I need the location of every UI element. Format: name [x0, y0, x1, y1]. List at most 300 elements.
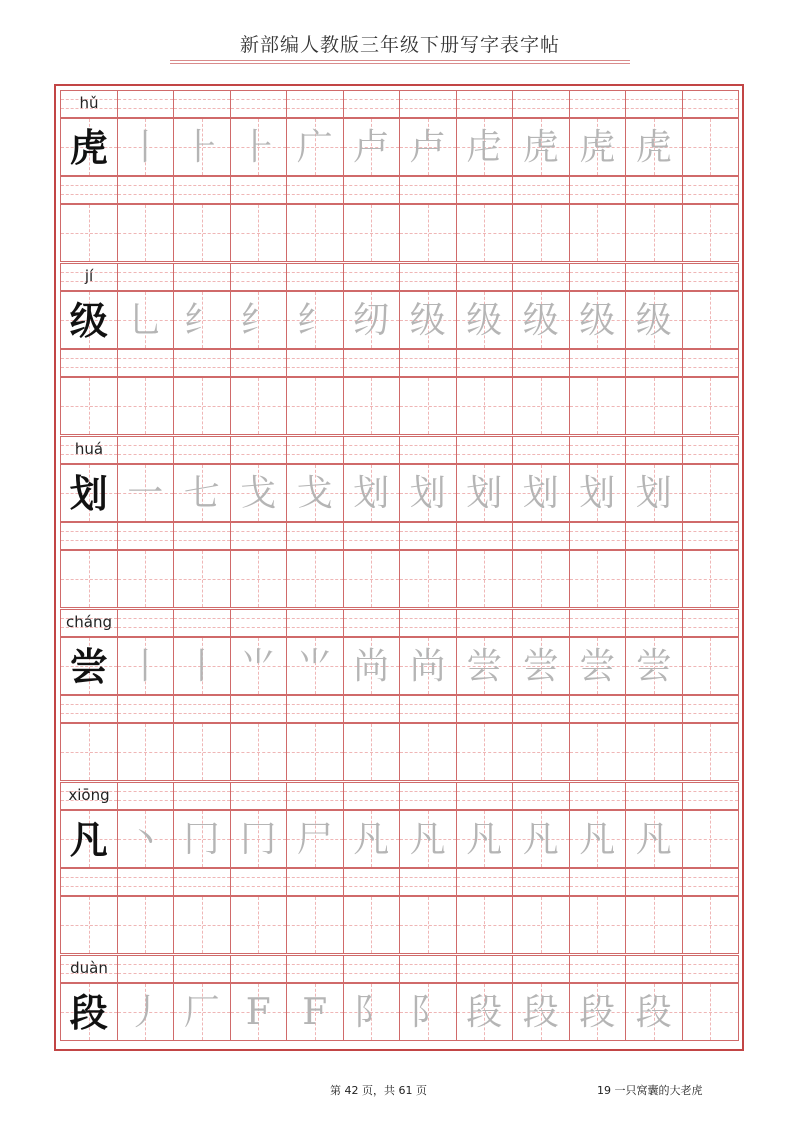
stroke-step-glyph — [683, 119, 739, 175]
character-row — [60, 983, 738, 1041]
stroke-step-cell — [512, 983, 570, 1041]
stroke-step-cell — [117, 291, 175, 349]
blank-practice-cell[interactable] — [625, 377, 683, 435]
spacer-cell — [343, 176, 401, 204]
pinyin-cell — [456, 90, 514, 118]
blank-practice-cell[interactable] — [512, 204, 570, 262]
page-title: 新部编人教版三年级下册写字表字帖 — [239, 34, 560, 56]
pinyin-cell — [512, 90, 570, 118]
pinyin-cell — [399, 90, 457, 118]
blank-practice-cell[interactable] — [682, 723, 740, 781]
spacer-cell — [117, 695, 175, 723]
blank-practice-cell[interactable] — [343, 896, 401, 954]
spacer-cell — [456, 176, 514, 204]
blank-practice-cell[interactable] — [625, 723, 683, 781]
pinyin-cell — [173, 782, 231, 810]
stroke-step-glyph: ⺌ — [296, 646, 333, 687]
pinyin-label: duàn — [70, 959, 108, 977]
spacer-cell — [117, 349, 175, 377]
pinyin-row — [60, 263, 738, 291]
spacer-row — [60, 868, 738, 896]
character-row — [60, 810, 738, 868]
spacer-cell — [512, 868, 570, 896]
character-row — [60, 118, 738, 176]
pinyin-cell — [343, 955, 401, 983]
blank-practice-cell[interactable] — [173, 550, 231, 608]
stroke-step-cell — [569, 464, 627, 522]
pinyin-cell — [569, 609, 627, 637]
stroke-step-glyph: 尝 — [635, 646, 672, 687]
stroke-step-cell — [117, 637, 175, 695]
pinyin-label: jí — [84, 267, 94, 285]
stroke-step-cell — [456, 118, 514, 176]
pinyin-row — [60, 436, 738, 464]
stroke-step-cell — [173, 464, 231, 522]
pinyin-cell — [682, 436, 740, 464]
pinyin-cell — [343, 436, 401, 464]
stroke-step-cell — [625, 118, 683, 176]
stroke-step-glyph: 广 — [296, 127, 333, 168]
blank-practice-cell[interactable] — [512, 723, 570, 781]
blank-practice-cell[interactable] — [512, 896, 570, 954]
stroke-step-glyph: 丿 — [127, 992, 164, 1033]
blank-practice-cell[interactable] — [60, 723, 118, 781]
blank-practice-cell[interactable] — [343, 550, 401, 608]
blank-practice-cell[interactable] — [399, 896, 457, 954]
blank-practice-cell[interactable] — [117, 723, 175, 781]
blank-practice-cell[interactable] — [456, 723, 514, 781]
pinyin-cell — [456, 263, 514, 291]
stroke-step-cell — [625, 291, 683, 349]
spacer-cell — [682, 868, 740, 896]
stroke-step-glyph: 纟 — [240, 300, 277, 341]
spacer-cell — [682, 176, 740, 204]
pinyin-cell — [286, 90, 344, 118]
stroke-step-cell — [399, 464, 457, 522]
pinyin-cell — [230, 955, 288, 983]
blank-practice-cell[interactable] — [286, 896, 344, 954]
spacer-cell — [343, 868, 401, 896]
spacer-cell — [286, 695, 344, 723]
pinyin-cell — [682, 782, 740, 810]
spacer-cell — [230, 868, 288, 896]
spacer-cell — [456, 695, 514, 723]
pinyin-cell — [399, 609, 457, 637]
stroke-step-cell — [569, 637, 627, 695]
character-block — [60, 263, 738, 436]
spacer-cell — [399, 695, 457, 723]
character-row — [60, 464, 738, 522]
blank-practice-cell[interactable] — [60, 896, 118, 954]
pinyin-cell — [230, 436, 288, 464]
blank-practice-cell[interactable] — [173, 723, 231, 781]
spacer-cell — [399, 868, 457, 896]
spacer-cell — [286, 522, 344, 550]
stroke-step-cell — [117, 464, 175, 522]
stroke-step-cell — [512, 291, 570, 349]
pinyin-cell — [173, 609, 231, 637]
stroke-step-cell — [286, 983, 344, 1041]
stroke-step-cell — [682, 637, 740, 695]
stroke-step-cell — [682, 291, 740, 349]
pinyin-cell — [625, 609, 683, 637]
stroke-step-cell — [117, 983, 175, 1041]
pinyin-cell — [512, 609, 570, 637]
stroke-step-glyph: 级 — [409, 300, 446, 341]
stroke-step-glyph — [683, 638, 739, 694]
stroke-step-glyph: 划 — [579, 473, 616, 514]
page-number: 第 42 页，共 61 页 — [330, 1084, 427, 1097]
pinyin-label: hǔ — [79, 94, 99, 112]
blank-practice-cell[interactable] — [343, 377, 401, 435]
pinyin-cell — [230, 782, 288, 810]
stroke-step-cell — [625, 810, 683, 868]
stroke-step-cell — [456, 637, 514, 695]
blank-practice-cell[interactable] — [569, 204, 627, 262]
stroke-step-glyph: 尝 — [466, 646, 503, 687]
pinyin-label: cháng — [66, 613, 112, 631]
blank-practice-cell[interactable] — [286, 550, 344, 608]
spacer-cell — [569, 349, 627, 377]
blank-practice-row — [60, 550, 738, 608]
blank-practice-cell[interactable] — [456, 377, 514, 435]
pinyin-cell — [117, 90, 175, 118]
spacer-cell — [117, 522, 175, 550]
pinyin-label: huá — [74, 440, 104, 458]
model-character: 尝 — [69, 644, 108, 689]
character-block — [60, 955, 738, 1128]
stroke-step-cell — [173, 118, 231, 176]
stroke-step-glyph: 卢 — [409, 127, 446, 168]
blank-practice-cell[interactable] — [682, 550, 740, 608]
model-character: 凡 — [69, 817, 108, 862]
blank-practice-cell[interactable] — [399, 204, 457, 262]
model-character: 虎 — [69, 125, 108, 170]
stroke-step-cell — [456, 464, 514, 522]
pinyin-cell — [343, 609, 401, 637]
model-character-cell — [60, 291, 118, 349]
pinyin-cell — [173, 955, 231, 983]
stroke-step-glyph — [683, 465, 739, 521]
stroke-step-cell — [286, 464, 344, 522]
blank-practice-cell[interactable] — [117, 550, 175, 608]
blank-practice-cell[interactable] — [399, 723, 457, 781]
spacer-cell — [230, 176, 288, 204]
blank-practice-cell[interactable] — [230, 723, 288, 781]
blank-practice-cell[interactable] — [456, 550, 514, 608]
stroke-step-glyph: 划 — [409, 473, 446, 514]
spacer-cell — [60, 349, 118, 377]
blank-practice-cell[interactable] — [117, 204, 175, 262]
pinyin-cell — [286, 436, 344, 464]
pinyin-cell — [682, 263, 740, 291]
stroke-step-cell — [343, 983, 401, 1041]
blank-practice-cell[interactable] — [399, 550, 457, 608]
spacer-cell — [173, 695, 231, 723]
pinyin-cell — [569, 90, 627, 118]
stroke-step-glyph — [683, 984, 739, 1040]
blank-practice-cell[interactable] — [682, 377, 740, 435]
spacer-row — [60, 176, 738, 204]
model-character: 段 — [69, 990, 108, 1035]
stroke-step-glyph: 尝 — [522, 646, 559, 687]
stroke-step-cell — [456, 291, 514, 349]
blank-practice-cell[interactable] — [569, 896, 627, 954]
stroke-step-glyph: 段 — [522, 992, 559, 1033]
pinyin-cell — [512, 782, 570, 810]
stroke-step-cell — [117, 118, 175, 176]
blank-practice-cell[interactable] — [230, 550, 288, 608]
blank-practice-cell[interactable] — [456, 204, 514, 262]
stroke-step-cell — [399, 983, 457, 1041]
stroke-step-glyph — [683, 292, 739, 348]
stroke-step-glyph: 划 — [635, 473, 672, 514]
stroke-step-glyph: 厂 — [183, 992, 220, 1033]
model-character: 级 — [69, 298, 108, 343]
spacer-cell — [625, 695, 683, 723]
spacer-cell — [625, 522, 683, 550]
pinyin-cell — [286, 609, 344, 637]
spacer-cell — [343, 349, 401, 377]
stroke-step-cell — [230, 983, 288, 1041]
blank-practice-cell[interactable] — [343, 204, 401, 262]
spacer-row — [60, 349, 738, 377]
pinyin-cell — [173, 90, 231, 118]
stroke-step-cell — [682, 810, 740, 868]
spacer-cell — [286, 176, 344, 204]
pinyin-cell — [569, 436, 627, 464]
pinyin-cell — [343, 782, 401, 810]
blank-practice-cell[interactable] — [682, 896, 740, 954]
stroke-step-glyph: 尚 — [353, 646, 390, 687]
stroke-step-cell — [569, 118, 627, 176]
stroke-step-cell — [230, 810, 288, 868]
blank-practice-cell[interactable] — [60, 204, 118, 262]
pinyin-cell — [512, 955, 570, 983]
stroke-step-glyph — [683, 811, 739, 867]
spacer-cell — [343, 522, 401, 550]
spacer-cell — [682, 522, 740, 550]
model-character: 划 — [69, 471, 108, 516]
title-rule — [170, 60, 630, 61]
blank-practice-row — [60, 896, 738, 954]
stroke-step-glyph: 级 — [522, 300, 559, 341]
spacer-cell — [343, 695, 401, 723]
stroke-step-glyph: 尸 — [296, 819, 333, 860]
blank-practice-cell[interactable] — [456, 896, 514, 954]
spacer-cell — [60, 522, 118, 550]
blank-practice-cell[interactable] — [569, 550, 627, 608]
stroke-step-glyph: ⺊ — [240, 127, 277, 168]
spacer-cell — [569, 176, 627, 204]
blank-practice-cell[interactable] — [117, 896, 175, 954]
stroke-step-cell — [343, 637, 401, 695]
practice-grid — [60, 90, 738, 1045]
stroke-step-glyph: 乚 — [127, 300, 164, 341]
blank-practice-cell[interactable] — [512, 550, 570, 608]
model-character-cell — [60, 464, 118, 522]
stroke-step-cell — [682, 464, 740, 522]
stroke-step-cell — [512, 464, 570, 522]
pinyin-row — [60, 782, 738, 810]
blank-practice-cell[interactable] — [569, 377, 627, 435]
stroke-step-glyph: 凡 — [579, 819, 616, 860]
stroke-step-glyph: 一 — [127, 473, 164, 514]
blank-practice-cell[interactable] — [230, 896, 288, 954]
character-row — [60, 291, 738, 349]
stroke-step-glyph: 冂 — [183, 819, 220, 860]
spacer-cell — [625, 349, 683, 377]
spacer-row — [60, 695, 738, 723]
pinyin-cell — [230, 263, 288, 291]
stroke-step-glyph: ⺌ — [240, 646, 277, 687]
pinyin-cell — [117, 609, 175, 637]
blank-practice-cell[interactable] — [625, 204, 683, 262]
blank-practice-cell[interactable] — [399, 377, 457, 435]
pinyin-cell — [456, 782, 514, 810]
stroke-step-glyph: 丶 — [127, 819, 164, 860]
blank-practice-cell[interactable] — [625, 550, 683, 608]
pinyin-cell — [456, 955, 514, 983]
blank-practice-row — [60, 204, 738, 262]
blank-practice-cell[interactable] — [117, 377, 175, 435]
stroke-step-cell — [343, 464, 401, 522]
blank-practice-row — [60, 377, 738, 435]
spacer-cell — [60, 695, 118, 723]
spacer-cell — [682, 349, 740, 377]
stroke-step-glyph: 段 — [635, 992, 672, 1033]
stroke-step-glyph: 阝 — [409, 992, 446, 1033]
blank-practice-cell[interactable] — [625, 896, 683, 954]
blank-practice-cell[interactable] — [286, 377, 344, 435]
stroke-step-glyph: F — [245, 992, 271, 1033]
pinyin-cell — [399, 782, 457, 810]
pinyin-cell — [569, 955, 627, 983]
blank-practice-cell[interactable] — [343, 723, 401, 781]
stroke-step-cell — [682, 118, 740, 176]
pinyin-cell — [286, 955, 344, 983]
title-rule — [170, 63, 630, 64]
stroke-step-cell — [117, 810, 175, 868]
spacer-cell — [512, 695, 570, 723]
spacer-cell — [456, 868, 514, 896]
pinyin-cell — [682, 955, 740, 983]
blank-practice-cell[interactable] — [230, 377, 288, 435]
spacer-cell — [60, 868, 118, 896]
spacer-cell — [512, 176, 570, 204]
stroke-step-cell — [173, 637, 231, 695]
stroke-step-cell — [173, 983, 231, 1041]
stroke-step-cell — [230, 464, 288, 522]
lesson-title: 19 一只窝囊的大老虎 — [597, 1084, 703, 1097]
spacer-cell — [230, 349, 288, 377]
pinyin-cell — [343, 90, 401, 118]
pinyin-cell — [343, 263, 401, 291]
pinyin-cell — [625, 263, 683, 291]
stroke-step-cell — [569, 810, 627, 868]
stroke-step-glyph: 冂 — [240, 819, 277, 860]
pinyin-cell — [399, 263, 457, 291]
blank-practice-cell[interactable] — [60, 377, 118, 435]
blank-practice-cell[interactable] — [569, 723, 627, 781]
spacer-cell — [399, 522, 457, 550]
pinyin-cell — [117, 782, 175, 810]
stroke-step-glyph: 凡 — [466, 819, 503, 860]
model-character-cell — [60, 118, 118, 176]
blank-practice-cell[interactable] — [286, 204, 344, 262]
pinyin-row — [60, 955, 738, 983]
spacer-cell — [569, 695, 627, 723]
model-character-cell — [60, 810, 118, 868]
pinyin-cell — [399, 436, 457, 464]
pinyin-cell — [286, 263, 344, 291]
blank-practice-cell[interactable] — [230, 204, 288, 262]
pinyin-cell — [173, 263, 231, 291]
model-character-cell — [60, 983, 118, 1041]
blank-practice-cell[interactable] — [60, 550, 118, 608]
blank-practice-cell[interactable] — [173, 377, 231, 435]
pinyin-cell — [117, 436, 175, 464]
blank-practice-cell[interactable] — [682, 204, 740, 262]
stroke-step-glyph: 虎 — [522, 127, 559, 168]
stroke-step-glyph: 虍 — [466, 127, 503, 168]
pinyin-cell — [569, 782, 627, 810]
stroke-step-glyph: 戈 — [240, 473, 277, 514]
pinyin-cell — [230, 90, 288, 118]
stroke-step-glyph: 级 — [466, 300, 503, 341]
stroke-step-glyph: 阝 — [353, 992, 390, 1033]
blank-practice-cell[interactable] — [173, 896, 231, 954]
stroke-step-cell — [399, 291, 457, 349]
spacer-cell — [399, 349, 457, 377]
character-block — [60, 90, 738, 263]
stroke-step-cell — [343, 810, 401, 868]
stroke-step-glyph: 虎 — [579, 127, 616, 168]
spacer-cell — [625, 868, 683, 896]
stroke-step-cell — [286, 118, 344, 176]
spacer-cell — [60, 176, 118, 204]
pinyin-cell — [569, 263, 627, 291]
character-block — [60, 782, 738, 955]
spacer-cell — [117, 868, 175, 896]
stroke-step-glyph: 级 — [635, 300, 672, 341]
pinyin-cell — [117, 263, 175, 291]
pinyin-cell — [682, 609, 740, 637]
blank-practice-cell[interactable] — [173, 204, 231, 262]
stroke-step-glyph: 凡 — [522, 819, 559, 860]
pinyin-label: xiōng — [68, 786, 110, 804]
stroke-step-cell — [286, 810, 344, 868]
stroke-step-glyph: 纟 — [296, 300, 333, 341]
spacer-cell — [569, 522, 627, 550]
spacer-cell — [230, 522, 288, 550]
spacer-cell — [286, 868, 344, 896]
spacer-cell — [625, 176, 683, 204]
stroke-step-cell — [625, 983, 683, 1041]
pinyin-cell — [399, 955, 457, 983]
blank-practice-cell[interactable] — [286, 723, 344, 781]
stroke-step-glyph: 丨 — [183, 646, 220, 687]
stroke-step-cell — [343, 118, 401, 176]
character-block — [60, 436, 738, 609]
pinyin-cell — [625, 90, 683, 118]
pinyin-cell — [173, 436, 231, 464]
stroke-step-cell — [456, 983, 514, 1041]
spacer-cell — [682, 695, 740, 723]
spacer-row — [60, 522, 738, 550]
blank-practice-cell[interactable] — [512, 377, 570, 435]
stroke-step-cell — [173, 291, 231, 349]
